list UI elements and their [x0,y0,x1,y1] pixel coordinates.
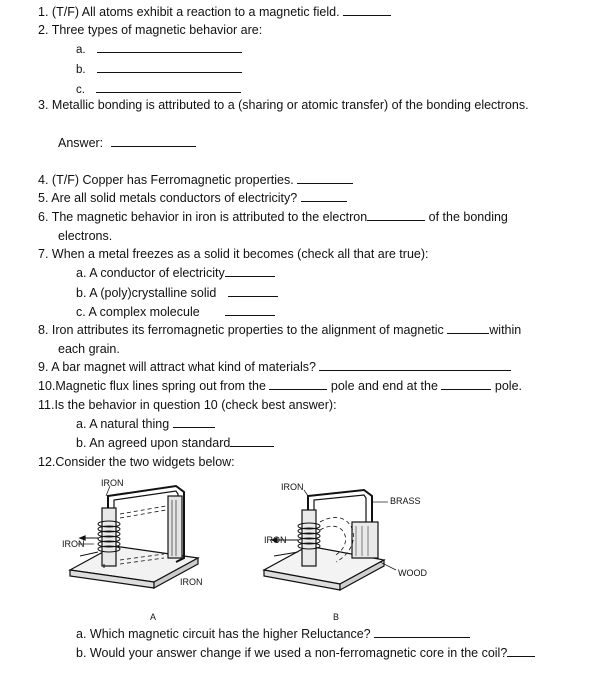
answer-label: Answer: [58,136,104,150]
question-number: 8. [38,323,49,337]
sub-letter: a. [76,266,87,280]
sub-letter: a. [76,44,86,56]
sub-letter: b. [76,646,87,660]
figure-b-label-iron-top: IRON [281,482,304,492]
question-text: The magnetic behavior in iron is attributed to the electron [51,210,368,224]
figure-a-label-iron-top: IRON [101,478,124,488]
answer-blank[interactable] [111,135,196,147]
question-7 [38,246,428,262]
question-2 [38,22,262,38]
question-6 [38,209,508,225]
answer-blank[interactable] [230,435,274,447]
sub-letter: c. [76,84,85,96]
answer-blank[interactable] [343,4,391,16]
answer-blank[interactable] [225,265,275,277]
question-text: of the bonding [428,210,508,224]
question-number: 5. [38,191,49,205]
sub-text: A conductor of electricity [89,266,225,280]
figure-a-caption: A [150,612,157,622]
question-text: Consider the two widgets below: [55,455,235,469]
question-text: within [489,323,522,337]
question-text: (T/F) All atoms exhibit a reaction to a magnetic field. [51,5,340,19]
sub-letter: c. [76,305,86,319]
question-1 [38,4,391,20]
figure-b-label-iron-left: IRON [264,535,287,545]
sub-text: Would your answer change if we used a non-ferromagnetic core in the coil? [89,646,508,660]
question-text: Iron attributes its ferromagnetic properties to the alignment of magnetic [51,323,444,337]
question-8-continued [58,341,120,357]
question-text: When a metal freezes as a solid it becomes (check all that are true): [51,247,429,261]
figure-a-iron-circuit [58,478,208,593]
question-number: 1. [38,5,49,19]
question-number: 6. [38,210,49,224]
answer-line [58,135,196,151]
question-10 [38,378,522,394]
sub-letter: b. [76,286,87,300]
sub-text: Which magnetic circuit has the higher Reluctance? [89,627,371,641]
sub-letter: b. [76,436,87,450]
question-text: (T/F) Copper has Ferromagnetic properties. [51,173,294,187]
answer-blank[interactable] [269,378,327,390]
answer-blank[interactable] [441,378,491,390]
sub-item [76,265,275,281]
question-number: 3. [38,98,49,112]
sub-text: A (poly)crystalline solid [89,286,217,300]
figure-a-label-iron-bottom: IRON [180,577,203,587]
answer-blank[interactable] [97,41,242,53]
question-8 [38,322,521,338]
figure-b-label-wood: WOOD [398,568,427,578]
sub-letter: a. [76,417,87,431]
sub-text: An agreed upon standard [89,436,231,450]
sub-item [76,435,274,451]
answer-blank[interactable] [367,209,425,221]
answer-blank[interactable] [96,81,241,93]
question-text: A bar magnet will attract what kind of materials? [51,360,316,374]
sub-item [76,645,535,661]
question-text: pole. [494,379,523,393]
sub-item [76,416,215,432]
answer-blank[interactable] [319,359,511,371]
question-text: Is the behavior in question 10 (check best answer): [54,398,337,412]
answer-blank[interactable] [97,61,242,73]
sub-item [76,626,470,642]
figure-a-label-iron-left: IRON [62,539,85,549]
question-text: Are all solid metals conductors of electricity? [51,191,298,205]
question-9 [38,359,511,375]
sub-letter: b. [76,64,86,76]
answer-blank[interactable] [228,285,278,297]
sub-item [76,285,278,301]
answer-blank[interactable] [225,304,275,316]
sub-item [76,304,275,320]
question-number: 7. [38,247,49,261]
answer-blank[interactable] [301,190,347,202]
answer-blank[interactable] [173,416,215,428]
sub-text: A natural thing [89,417,170,431]
question-5 [38,190,347,206]
question-text: electrons. [58,229,113,243]
question-number: 10. [38,379,56,393]
answer-blank[interactable] [374,626,470,638]
question-number: 9. [38,360,49,374]
answer-blank[interactable] [297,172,353,184]
answer-blank[interactable] [447,322,489,334]
question-4 [38,172,353,188]
question-text: Three types of magnetic behavior are: [51,23,263,37]
sub-item [76,81,241,98]
sub-item [76,61,242,78]
question-11 [38,397,337,413]
question-text: each grain. [58,342,120,356]
sub-letter: a. [76,627,87,641]
question-text: Magnetic flux lines spring out from the [55,379,266,393]
question-text: pole and end at the [330,379,438,393]
question-12 [38,454,235,470]
sub-text: A complex molecule [88,305,200,319]
figure-b-caption: B [333,612,340,622]
question-number: 2. [38,23,49,37]
question-6-continued [58,228,112,244]
figure-b-label-brass: BRASS [390,496,421,506]
question-3 [38,97,529,113]
answer-blank[interactable] [507,645,535,657]
sub-item [76,41,242,58]
question-number: 4. [38,173,49,187]
question-text: Metallic bonding is attributed to a (sharing or atomic transfer) of the bonding electrons. [51,98,529,112]
question-number: 12. [38,455,56,469]
question-number: 11. [38,398,55,412]
